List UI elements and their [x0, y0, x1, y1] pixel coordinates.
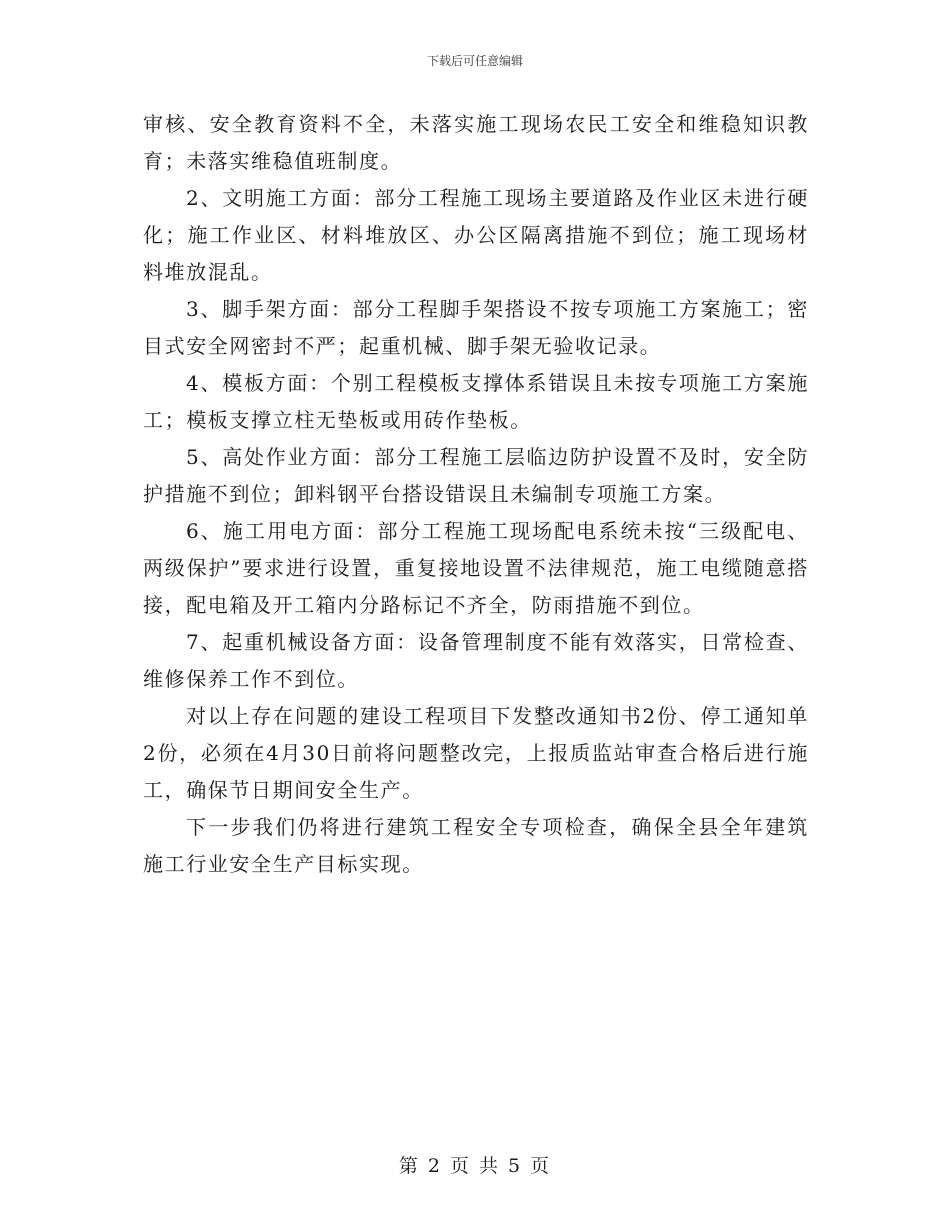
paragraph-item-2: 2、文明施工方面：部分工程施工现场主要道路及作业区未进行硬化；施工作业区、材料堆放区、办公区隔离措施不到位；施工现场材料堆放混乱。	[143, 186, 809, 284]
paragraph-item-7: 7、起重机械设备方面：设备管理制度不能有效落实，日常检查、维修保养工作不到位。	[143, 630, 809, 691]
page-header: 下载后可任意编辑	[426, 54, 523, 68]
paragraph-item-6: 6、施工用电方面：部分工程施工现场配电系统未按“三级配电、两级保护”要求进行设置，重复接地设置不法律规范，施工电缆随意搭接，配电箱及开工箱内分路标记不齐全，防雨措施不到位。	[143, 519, 809, 617]
page-number: 第 2 页 共 5 页	[398, 1155, 552, 1177]
document-body	[143, 106, 809, 883]
paragraph-rectification: 对以上存在问题的建设工程项目下发整改通知书2份、停工通知单2份，必须在4月30日前将问题整改完，上报质监站审查合格后进行施工，确保节日期间安全生产。	[143, 704, 809, 802]
paragraph-item-3: 3、脚手架方面：部分工程脚手架搭设不按专项施工方案施工；密目式安全网密封不严；起重机械、脚手架无验收记录。	[143, 297, 809, 358]
paragraph-next-step: 下一步我们仍将进行建筑工程安全专项检查，确保全县全年建筑施工行业安全生产目标实现。	[143, 815, 809, 876]
paragraph-item-5: 5、高处作业方面：部分工程施工层临边防护设置不及时，安全防护措施不到位；卸料钢平台搭设错误且未编制专项施工方案。	[143, 445, 809, 506]
paragraph-continued: 审核、安全教育资料不全，未落实施工现场农民工安全和维稳知识教育；未落实维稳值班制度。	[143, 112, 809, 173]
paragraph-item-4: 4、模板方面：个别工程模板支撑体系错误且未按专项施工方案施工；模板支撑立柱无垫板或用砖作垫板。	[143, 371, 809, 432]
